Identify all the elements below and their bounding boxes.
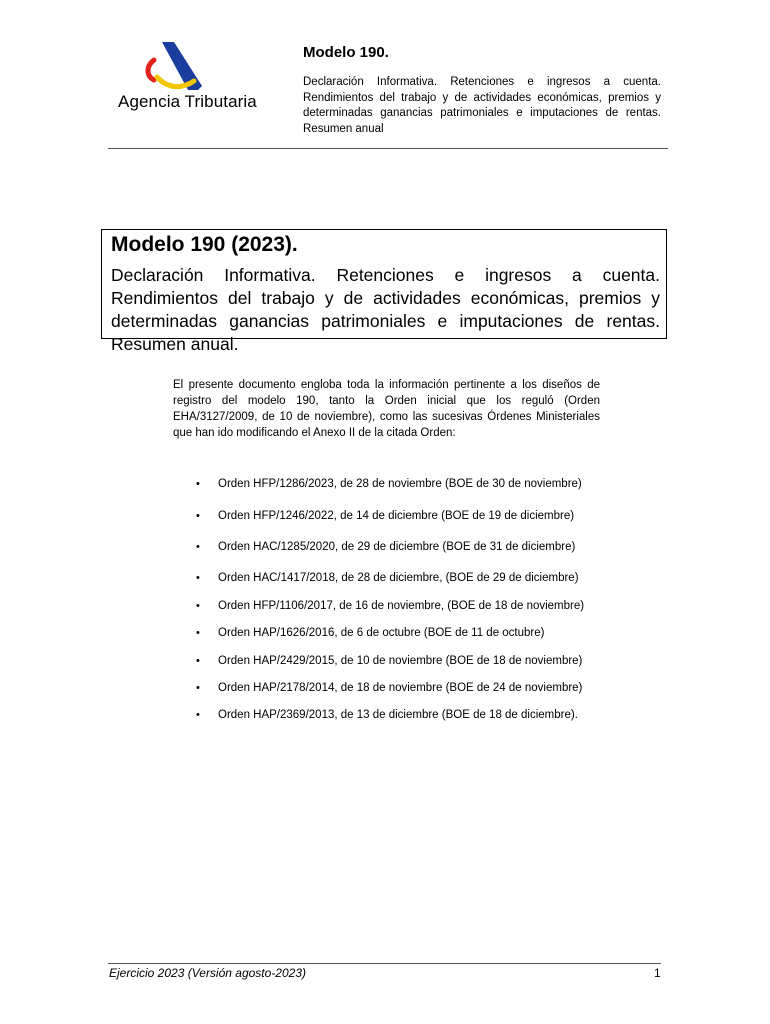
intro-paragraph: El presente documento engloba toda la información pertinente a los diseños de registro del modelo 190, tanto la Orden inicial que los reguló (Orden EHA/3127/2009, de 10 de noviembre), como las sucesivas Órdenes Ministeriales que han ido modificando el Anexo II de la citada Orden: [173,379,600,439]
header-divider [108,148,668,149]
order-text: Orden HAP/2178/2014, de 18 de noviembre (BOE de 24 de noviembre) [218,682,583,694]
agencia-tributaria-logo [140,40,204,92]
bullet-icon: • [196,541,200,553]
bullet-icon: • [196,572,200,584]
bullet-icon: • [196,709,200,721]
title-box [101,229,667,354]
bullet-icon: • [196,682,200,694]
agency-name: Agencia Tributaria [118,92,257,111]
order-text: Orden HAP/1626/2016, de 6 de octubre (BOE de 11 de octubre) [218,627,545,639]
order-text: Orden HFP/1286/2023, de 28 de noviembre (BOE de 30 de noviembre) [218,478,582,490]
order-text: Orden HAP/2369/2013, de 13 de diciembre (BOE de 18 de diciembre). [218,709,578,721]
bullet-icon: • [196,655,200,667]
footer-edition: Ejercicio 2023 (Versión agosto-2023) [109,966,306,980]
order-text: Orden HAP/2429/2015, de 10 de noviembre (BOE de 18 de noviembre) [218,655,583,667]
document-subtitle: Declaración Informativa. Retenciones e ingresos a cuenta. Rendimientos del trabajo y de actividades económicas, premios y determinadas ganancias patrimoniales e imputaciones de rentas. Resumen anual. [111,265,660,354]
bullet-icon: • [196,510,200,522]
order-text: Orden HAC/1285/2020, de 29 de diciembre (BOE de 31 de diciembre) [218,541,576,553]
bullet-icon: • [196,478,200,490]
bullet-icon: • [196,627,200,639]
logo-red-arc [148,60,154,80]
order-text: Orden HFP/1106/2017, de 16 de noviembre, (BOE de 18 de noviembre) [218,600,585,612]
bullet-icon: • [196,600,200,612]
document-title: Modelo 190 (2023). [111,233,298,256]
page-number: 1 [654,966,661,980]
footer-divider [108,963,661,964]
order-text: Orden HAC/1417/2018, de 28 de diciembre, (BOE de 29 de diciembre) [218,572,579,584]
header-description: Declaración Informativa. Retenciones e ingresos a cuenta. Rendimientos del trabajo y de actividades económicas, premios y determinadas ganancias patrimoniales e imputaciones de rentas. Resumen anual [303,76,661,135]
header-title: Modelo 190. [303,44,389,61]
order-text: Orden HFP/1246/2022, de 14 de diciembre (BOE de 19 de diciembre) [218,510,575,522]
